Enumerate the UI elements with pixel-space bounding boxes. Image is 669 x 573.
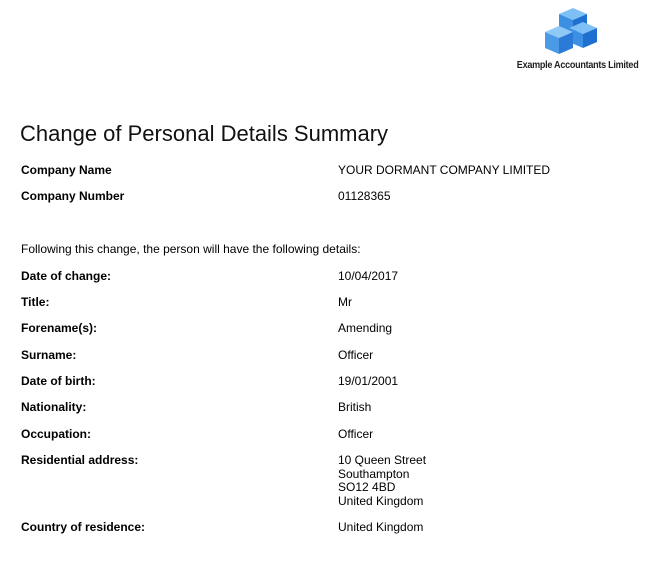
country-of-residence-label: Country of residence: — [21, 520, 146, 534]
address-line: SO12 4BD — [338, 480, 396, 494]
logo-text: Example Accountants Limited — [516, 59, 639, 71]
address-line: United Kingdom — [338, 493, 424, 508]
occupation-value: Officer — [338, 427, 374, 441]
date-of-birth-value: 19/01/2001 — [338, 374, 399, 388]
date-of-change-value: 10/04/2017 — [338, 269, 399, 283]
stacked-cubes-logo-icon — [543, 6, 599, 56]
address-line: 10 Queen Street — [338, 453, 427, 467]
company-number-label: Company Number — [21, 189, 125, 203]
residential-address-label: Residential address: — [21, 453, 139, 467]
page-title: Change of Personal Details Summary — [20, 121, 389, 146]
residential-address-value — [338, 454, 426, 508]
title-label: Title: — [21, 295, 50, 309]
nationality-value: British — [338, 400, 372, 414]
company-logo — [507, 6, 647, 76]
company-name-label: Company Name — [21, 163, 112, 177]
date-of-birth-label: Date of birth: — [21, 374, 96, 388]
forenames-label: Forename(s): — [21, 321, 98, 335]
country-of-residence-value: United Kingdom — [338, 520, 424, 534]
company-name-value: YOUR DORMANT COMPANY LIMITED — [338, 163, 551, 177]
forenames-value: Amending — [338, 321, 393, 335]
intro-text: Following this change, the person will have the following details: — [21, 242, 361, 256]
surname-label: Surname: — [21, 348, 77, 362]
date-of-change-label: Date of change: — [21, 269, 112, 283]
title-value: Mr — [338, 295, 352, 309]
surname-value: Officer — [338, 348, 374, 362]
company-number-value: 01128365 — [338, 189, 391, 203]
address-line: Southampton — [338, 466, 410, 481]
nationality-label: Nationality: — [21, 400, 87, 414]
occupation-label: Occupation: — [21, 427, 92, 441]
